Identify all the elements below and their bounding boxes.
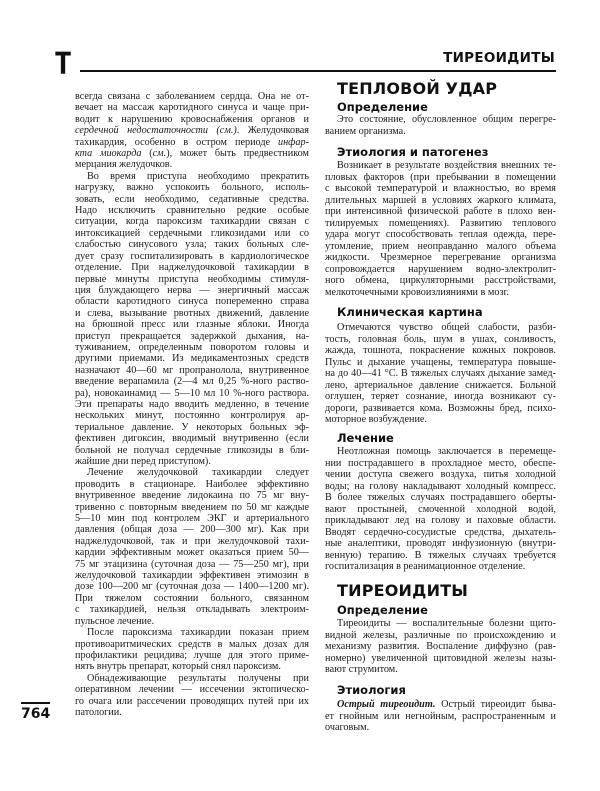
text-line: слабостью синусового узла; таких больных сле- [75, 239, 309, 251]
text-line: ция блуждающего нерва — энергичный массаж [75, 284, 309, 296]
text-line: пловых факторов (при пребывании в помещении [325, 171, 556, 183]
text-line: давления (общая доза — 200—300 мг). Как при [75, 524, 309, 536]
emphasis-text: инфар- [278, 136, 309, 148]
heading-etiology: Этиология [337, 683, 406, 697]
text-line: водит к нарушению кровоснабжения органов и [75, 113, 309, 125]
paragraph [75, 627, 309, 673]
text-run: тахикардия, особенно в остром периоде [75, 136, 279, 148]
text-line: воды; на голову накладывают холодный компресс. [325, 480, 556, 492]
text-line: и слева, вызывание рвотных движений, давление [75, 307, 309, 319]
text-line: при интенсивной физической работе в плохо вен- [325, 206, 556, 217]
text-line: наджелудочковой, так и при желудочковой тахи- [75, 535, 309, 547]
text-line: видной железы, различные по происхождению и [325, 629, 556, 641]
heading-definition: Определение [337, 603, 428, 617]
text-line: Возникает в результате воздействия внешних те- [337, 160, 556, 171]
text-line: тривенно с повторным введением по 50 мг каждые [75, 501, 309, 513]
text-line: области каротидного синуса попеременно справа [75, 296, 309, 308]
text-line: дороги, развивается кома. Возможны бред, психо- [325, 402, 556, 414]
text-line: вают струмитом. [325, 664, 398, 675]
text-line: внутривенное введение лидокаина по 75 мг вну- [75, 490, 309, 502]
text-line: Неотложная помощь заключается в перемеще- [337, 446, 556, 457]
text-line: 5—10 мин под контролем ЭКГ и артериального [75, 513, 309, 525]
text-line: нять внутрь препарат, который снял пароксизм. [75, 661, 281, 673]
emphasis-text: Острый тиреоидит. [337, 699, 436, 710]
text-line: моторное возбуждение. [325, 414, 427, 425]
text-line: оглушен, теряет сознание, иногда возникают су- [325, 391, 556, 402]
thyroiditis-etiology-text [325, 699, 556, 734]
text-line: удара могут способствовать теплая одежда, пере- [325, 229, 556, 240]
emphasis-text: сердечной недостаточности (см.) [75, 125, 237, 137]
text-line: кардии эффективным может оказаться прием 50— [75, 547, 309, 559]
text-line: нии пострадавшего в прохладное место, обеспе- [325, 457, 556, 469]
text-line: Пульс и дыхание учащены, температура повыше- [325, 356, 556, 368]
section-letter: Т [54, 47, 73, 82]
text-line: чении доступа свежего воздуха, питья холодной [325, 469, 556, 480]
text-line: зовать, если необходимо, седативные средства. [75, 193, 309, 205]
article-title-thyroiditis: ТИРЕОИДИТЫ [337, 581, 469, 600]
text-line: тость, головная боль, шум в ушах, сонливость, [325, 333, 556, 345]
text-line: При тяжелом состоянии больного, связанном [75, 592, 309, 604]
text-line: профилактики рецидива; лучше для этого приме- [75, 649, 309, 661]
text-line: нескольких минут, постоянно контролируя ар- [75, 410, 309, 422]
paragraph [75, 673, 309, 719]
text-line [75, 137, 309, 148]
text-line: териальное давление. У некоторых больных эф- [75, 421, 309, 433]
header-rule [80, 70, 556, 72]
article-title-heatstroke: ТЕПЛОВОЙ УДАР [337, 79, 498, 98]
text-line: вечает на массаж каротидного синуса и чаще при- [75, 102, 309, 114]
text-line: нагрузку, важно успокоить больного, исполь- [75, 182, 309, 194]
text-line: туживанием, определенным поворотом головы и [75, 341, 309, 353]
text-line: фективен дигоксин, вводимый внутривенно (если [75, 433, 309, 445]
emphasis-text: кта миокарда [75, 148, 142, 160]
text-line: механизму развития. Воспаление диффузно (рав- [325, 641, 556, 652]
text-line: желудочковой тахикардии эффективен этимозин в [75, 570, 309, 582]
text-line: патологии. [75, 706, 122, 718]
text-line: назначают 40—60 мг пропранолола, внутривенное [75, 364, 309, 376]
text-line: ситуации, когда пароксизм тахикардии связан с [75, 216, 309, 228]
text-line: прикладывают лед на голову и паховые области. [325, 515, 556, 526]
text-line: Эти препараты надо вводить медленно, в течение [75, 398, 309, 410]
text-line [75, 125, 309, 136]
text-line: жайшие дни перед приступом). [75, 456, 211, 467]
text-line: приступ прекращается задержкой дыхания, на- [75, 330, 309, 342]
left-column [75, 91, 309, 718]
heatstroke-treatment-text [325, 446, 556, 573]
text-line: Тиреоидиты — воспалительные болезни щито- [337, 618, 556, 629]
paragraph [75, 171, 309, 468]
text-line: После пароксизма тахикардии показан прием [87, 627, 309, 639]
heading-definition: Определение [337, 100, 428, 114]
text-line: проводить в стационаре. Наиболее эффективно [75, 478, 309, 490]
text-line: интоксикацией сердечными гликозидами или со [75, 227, 309, 239]
text-line: ванием организма. [325, 125, 406, 137]
text-line: введение верапамила (2—4 мл 0,25 %-ного раство- [75, 376, 309, 388]
text-line: длительных маршей в условиях жаркого климата, [325, 194, 556, 206]
text-run: ( [141, 148, 153, 160]
paragraph [325, 699, 556, 734]
text-line: мелкоточечными кровоизлияниями в мозг. [325, 286, 510, 298]
text-line: ного обмена, циркуляторными расстройствами, [325, 275, 556, 286]
text-line: жажда, тошнота, покраснение кожных покровов. [325, 345, 556, 356]
text-run: . Желудочковая [236, 125, 309, 137]
text-line: на брюшной пресс или глазные яблоки. Иногда [75, 319, 309, 331]
text-line: мерцания желудочков. [75, 159, 173, 171]
text-line: сопровождается нарушением водно-электролит- [325, 263, 556, 275]
text-line: номерно) увеличенной щитовидной железы назы- [325, 652, 556, 664]
text-line: лено, артериальное давление снижается. Больной [325, 379, 556, 391]
text-line: тилируемых помещениях). Развитию теплового [325, 217, 556, 229]
text-line: го очага или рассечении проводящих путей при их [75, 695, 309, 707]
text-line: ет гнойным или негнойным, распространенным и [325, 710, 556, 722]
heatstroke-definition-text [325, 114, 556, 137]
text-line: с высокой температурой и влажностью, во время [325, 183, 556, 194]
text-line: Надо исключить сравнительно редкие особые [75, 205, 309, 217]
paragraph [75, 91, 309, 171]
text-line: Это состояние, обусловленное общим перегре- [337, 114, 556, 125]
text-line: больной не получал сердечные гликозиды в бли- [75, 444, 309, 456]
heading-clinical: Клиническая картина [337, 305, 483, 319]
text-run: ), может быть предвестником [166, 148, 309, 160]
text-line: дует сразу госпитализировать в кардиологическое [75, 250, 309, 262]
text-line: ра), новокаинамид — 5—10 мл 10 %-ного раствора. [75, 387, 309, 399]
heading-treatment: Лечение [337, 431, 394, 445]
paragraph [325, 322, 556, 426]
heatstroke-clinical-text [325, 322, 556, 426]
paragraph [325, 114, 556, 137]
page-number-rule [21, 702, 50, 704]
text-line: 75 мг этацизина (суточная доза — 75—250 мг), при [75, 558, 309, 570]
text-line: с тахикардией, нельзя откладывать электроим- [75, 604, 309, 616]
emphasis-text: см. [152, 148, 167, 160]
text-line: всегда связана с заболеванием сердца. Она не от- [75, 91, 309, 102]
text-line: оперативном лечении — иссечении эктопическо- [75, 684, 309, 696]
text-line: другими приемами. Из медикаментозных средств [75, 353, 309, 365]
running-title: ТИРЕОИДИТЫ [443, 50, 555, 66]
text-line: Вводят сердечно-сосудистые средства, дыхатель- [325, 526, 556, 538]
paragraph [325, 160, 556, 298]
heading-etiology: Этиология и патогенез [337, 145, 489, 159]
paragraph [325, 446, 556, 573]
text-run: Острый тиреоидит быва- [435, 699, 556, 710]
paragraph [325, 618, 556, 676]
text-line: первые минуты приступа необходимы стимуля- [75, 273, 309, 285]
text-line: на до 40—41 °С. В тяжелых случаях дыхание замед- [325, 368, 556, 379]
heatstroke-etiology-text [325, 160, 556, 298]
text-line: госпитализация в реанимационное отделение. [325, 561, 526, 572]
text-line: противоаритмических средств в малых дозах для [75, 638, 309, 650]
text-line: очаговым. [325, 722, 370, 733]
text-line: Отмечаются чувство общей слабости, разби- [337, 322, 556, 333]
text-line [75, 148, 309, 159]
text-line: Во время приступа необходимо прекратить [87, 170, 309, 182]
text-line: утомление, прием неоправданно малого объема [325, 240, 556, 252]
text-line: Обнадеживающие результаты получены при [87, 672, 309, 684]
text-line: жидкости. Чрезмерное перегревание организма [325, 252, 556, 263]
text-line: венную) терапию. В тяжелых случаях требуется [325, 549, 556, 561]
text-line: В более тяжелых случаях пострадавшего оберты- [325, 492, 556, 503]
text-line: пульсное лечение. [75, 615, 155, 627]
thyroiditis-definition-text [325, 618, 556, 676]
text-line: вают простыней, смоченной холодной водой, [325, 503, 556, 515]
text-line: ные аналептики, проводят инфузионную (внутри- [325, 538, 556, 549]
page-number: 764 [21, 706, 51, 722]
text-line [325, 699, 556, 711]
text-line: отделение. При наджелудочковой тахикардии в [75, 262, 309, 274]
text-line: дозе 100—200 мг (суточная доза — 1400—1200 мг). [75, 581, 309, 593]
text-line: Лечение желудочковой тахикардии следует [87, 467, 309, 479]
paragraph [75, 467, 309, 627]
